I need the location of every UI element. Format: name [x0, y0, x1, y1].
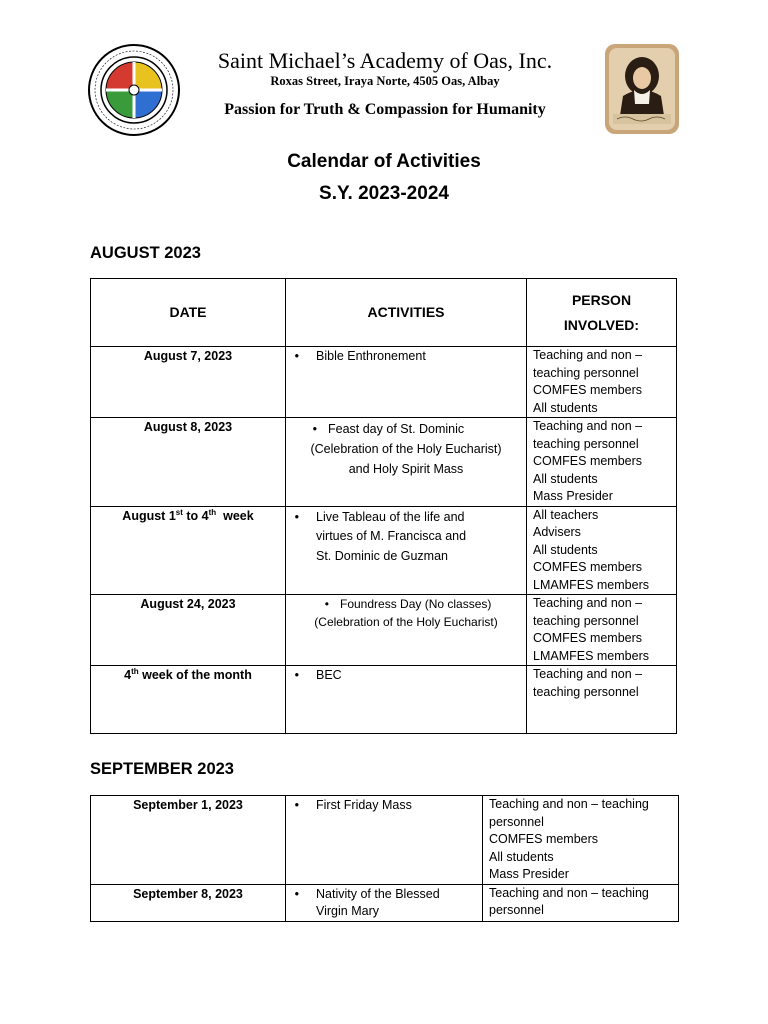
activity-text: (Celebration of the Holy Eucharist) — [314, 614, 498, 629]
person-item: teaching personnel — [533, 436, 639, 451]
activity-cell — [286, 347, 527, 418]
activity-cell — [286, 506, 527, 595]
date-text: week — [216, 508, 254, 523]
activity-cell — [286, 595, 527, 666]
date-cell: September 1, 2023 — [91, 796, 286, 885]
activity-cell — [286, 884, 483, 921]
school-motto: Passion for Truth & Compassion for Humanity — [224, 101, 546, 118]
table-row — [91, 506, 677, 595]
persons-cell — [527, 506, 677, 595]
date-cell: August 7, 2023 — [91, 347, 286, 418]
school-name: Saint Michael’s Academy of Oas, Inc. — [217, 48, 553, 73]
person-item: Teaching and non – — [533, 596, 643, 610]
table-row — [91, 884, 679, 921]
date-cell: August 8, 2023 — [91, 418, 286, 507]
person-item: LMAMFES members — [533, 577, 649, 592]
person-item: COMFES members — [533, 454, 643, 468]
column-header-involved: INVOLVED: — [563, 316, 640, 333]
bullet-icon: • — [294, 798, 299, 812]
activity-text: and Holy Spirit Mass — [348, 462, 464, 476]
activity-text-line: Nativity of the Blessed — [316, 886, 440, 901]
bullet-icon: • — [294, 509, 299, 524]
date-ordinal: th — [208, 507, 217, 517]
date-ordinal: th — [131, 666, 139, 676]
person-item: All students — [533, 471, 598, 486]
person-item: personnel — [489, 903, 544, 917]
date-cell — [91, 506, 286, 595]
person-item: Teaching and non – — [533, 419, 643, 433]
persons-cell — [483, 796, 679, 885]
august-activities-table — [90, 278, 677, 734]
activity-text — [316, 886, 482, 921]
person-item: teaching personnel — [533, 613, 639, 628]
activity-text: St. Dominic de Guzman — [316, 548, 448, 563]
column-header-person-involved — [527, 279, 677, 347]
date-cell: August 24, 2023 — [91, 595, 286, 666]
person-item: COMFES members — [489, 832, 599, 846]
activity-text: First Friday Mass — [316, 798, 412, 812]
school-year: S.Y. 2023-2024 — [319, 183, 449, 204]
person-item: COMFES members — [533, 560, 643, 574]
month-heading-september: SEPTEMBER 2023 — [90, 760, 234, 778]
bullet-icon: • — [294, 668, 299, 682]
person-item: Teaching and non – — [533, 348, 643, 362]
person-item: COMFES members — [533, 383, 643, 397]
person-item: All students — [533, 400, 598, 415]
person-item: personnel — [489, 814, 544, 829]
column-header-date: DATE — [91, 279, 286, 347]
activity-cell — [286, 666, 527, 734]
document-title: Calendar of Activities — [287, 151, 481, 172]
date-ordinal: st — [175, 507, 183, 517]
school-address: Roxas Street, Iraya Norte, 4505 Oas, Albay — [270, 74, 500, 88]
column-header-person: PERSON — [571, 291, 632, 308]
date-cell — [91, 666, 286, 734]
month-heading-august: AUGUST 2023 — [90, 244, 201, 262]
table-header-row — [91, 279, 677, 347]
persons-cell — [527, 595, 677, 666]
table-row — [91, 418, 677, 507]
date-text: 4 — [124, 668, 132, 682]
september-activities-table — [90, 795, 679, 922]
table-row — [91, 347, 677, 418]
person-item: Teaching and non – teaching — [489, 797, 649, 811]
column-header-activities: ACTIVITIES — [286, 279, 527, 347]
activity-text-line: Virgin Mary — [316, 904, 379, 918]
activity-text: Feast day of St. Dominic — [328, 422, 465, 436]
persons-cell — [527, 418, 677, 507]
person-item: LMAMFES members — [533, 648, 649, 663]
bullet-icon: • — [294, 349, 299, 363]
bullet-icon: • — [312, 422, 317, 436]
bullet-icon: • — [294, 886, 299, 901]
person-item: All teachers — [533, 507, 599, 522]
person-item: teaching personnel — [533, 365, 639, 380]
person-item: Mass Presider — [533, 489, 613, 503]
date-text: August 1 — [122, 508, 176, 523]
person-item: Mass Presider — [489, 867, 569, 881]
bullet-icon: • — [324, 597, 329, 611]
date-text: to 4 — [182, 508, 209, 523]
activity-cell — [286, 796, 483, 885]
persons-cell — [483, 884, 679, 921]
table-row — [91, 796, 679, 885]
person-item: COMFES members — [533, 631, 643, 645]
persons-cell — [527, 666, 677, 734]
activity-text: (Celebration of the Holy Eucharist) — [310, 442, 502, 456]
person-item: teaching personnel — [533, 684, 639, 699]
activity-text: virtues of M. Francisca and — [316, 529, 467, 543]
table-row — [91, 595, 677, 666]
person-item: Teaching and non – — [533, 667, 643, 681]
activity-cell — [286, 418, 527, 507]
person-item: Advisers — [533, 525, 581, 539]
persons-cell — [527, 347, 677, 418]
date-cell: September 8, 2023 — [91, 884, 286, 921]
table-row — [91, 666, 677, 734]
activity-text: Foundress Day (No classes) — [340, 597, 492, 611]
activity-text: Bible Enthronement — [316, 349, 426, 363]
activity-text: BEC — [316, 668, 342, 682]
person-item: Teaching and non – teaching — [489, 885, 649, 900]
person-item: All students — [489, 849, 554, 864]
person-item: All students — [533, 542, 598, 557]
activity-text: Live Tableau of the life and — [316, 509, 465, 524]
date-text: week of the month — [138, 668, 252, 682]
